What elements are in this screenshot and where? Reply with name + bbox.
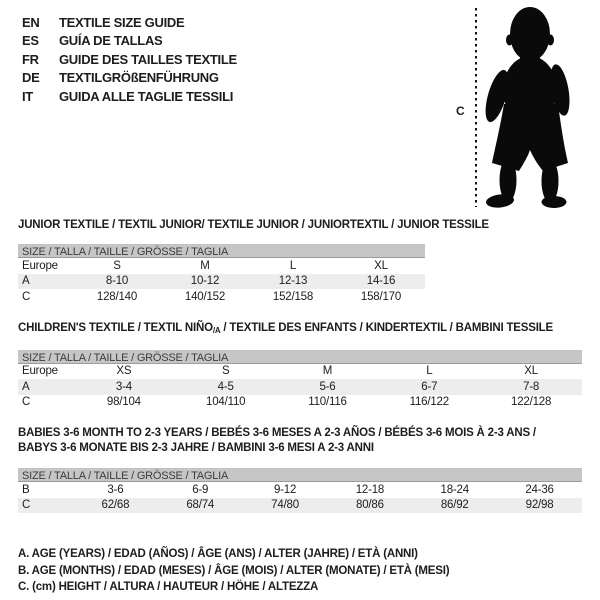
height-cell: 80/86 <box>356 499 384 512</box>
table-row <box>18 379 582 395</box>
row-label: B <box>22 483 30 496</box>
age-cell: 3-6 <box>107 483 124 496</box>
language-code: ES <box>22 33 39 49</box>
junior-table-section <box>18 218 582 305</box>
height-cell: 122/128 <box>511 396 552 409</box>
language-label: TEXTILE SIZE GUIDE <box>59 14 185 30</box>
legend <box>18 546 582 596</box>
size-header-bar: SIZE / TALLA / TAILLE / GRÖSSE / TAGLIA <box>18 350 582 364</box>
language-label: GUIDE DES TAILLES TEXTILE <box>59 51 237 67</box>
height-cell: 128/140 <box>96 290 138 303</box>
language-row-en <box>22 13 237 32</box>
height-cell: 74/80 <box>271 499 299 512</box>
size-cell: L <box>426 365 433 378</box>
language-row-fr <box>22 50 237 69</box>
language-row-it <box>22 87 237 106</box>
height-cell: 152/158 <box>272 290 314 303</box>
language-label: TEXTILGRÖßENFÜHRUNG <box>59 70 219 86</box>
language-code: EN <box>22 14 40 30</box>
size-cell: S <box>221 365 230 378</box>
height-cell: 110/116 <box>308 396 347 409</box>
age-cell: 10-12 <box>190 275 220 288</box>
row-label: C <box>22 290 31 303</box>
babies-table-title <box>18 426 582 456</box>
children-table-title: CHILDREN'S TEXTILE / TEXTIL $NIÑO_{/A}$ / TEXTILE DES ENFANTS / KINDERTEXTIL / BAMBINI TESSILE <box>18 321 553 335</box>
age-cell: 9-12 <box>273 483 297 496</box>
height-cell: 68/74 <box>186 499 215 512</box>
row-label: A <box>22 380 30 393</box>
legend-line-b: B. AGE (MONTHS) / EDAD (MESES) / ÂGE (MOIS) / ALTER (MONATE) / ETÀ (MESI) <box>18 564 450 577</box>
age-cell: 24-36 <box>525 483 554 496</box>
language-code: IT <box>22 88 33 104</box>
row-label: C <box>22 499 31 512</box>
height-cell: 86/92 <box>440 499 469 512</box>
age-cell: 18-24 <box>440 483 469 496</box>
babies-table <box>18 468 582 513</box>
babies-table-section <box>18 426 582 513</box>
height-dimension-label: C <box>456 104 465 118</box>
table-row <box>18 258 425 274</box>
age-cell: 4-5 <box>217 380 234 393</box>
children-table <box>18 350 582 411</box>
language-label: GUIDA ALLE TAGLIE TESSILI <box>59 88 234 104</box>
table-row <box>18 289 425 305</box>
height-cell: 140/152 <box>184 290 226 303</box>
age-cell: 14-16 <box>366 275 396 288</box>
height-cell: 98/104 <box>106 396 141 409</box>
table-row <box>18 482 582 498</box>
size-cell: XS <box>116 365 132 378</box>
size-header-bar: SIZE / TALLA / TAILLE / GRÖSSE / TAGLIA <box>18 244 425 258</box>
height-cell: 104/110 <box>206 396 246 409</box>
junior-table <box>18 244 425 305</box>
table-row <box>18 274 425 290</box>
language-list <box>22 13 237 106</box>
language-row-de <box>22 69 237 88</box>
size-cell: M <box>200 259 210 272</box>
age-cell: 6-9 <box>192 483 209 496</box>
age-cell: 7-8 <box>523 380 540 393</box>
row-label: A <box>22 275 30 288</box>
table-row <box>18 364 582 380</box>
height-cell: 116/122 <box>409 396 449 409</box>
age-cell: 5-6 <box>319 380 336 393</box>
age-cell: 8-10 <box>105 275 129 288</box>
age-cell: 6-7 <box>421 380 438 393</box>
legend-line-c: C. (cm) HEIGHT / ALTURA / HAUTEUR / HÖHE / ALTEZZA <box>18 581 319 593</box>
size-cell: S <box>113 259 121 272</box>
age-cell: 12-18 <box>355 483 385 496</box>
language-code: FR <box>22 51 39 67</box>
babies-title-line1: BABIES 3-6 MONTH TO 2-3 YEARS / BEBÉS 3-6 MESES A 2-3 AÑOS / BÉBÉS 3-6 MOIS À 2-3 ANS / <box>18 427 536 439</box>
row-label: C <box>22 396 31 409</box>
table-row <box>18 395 582 411</box>
language-code: DE <box>22 70 40 86</box>
size-cell: XL <box>524 365 538 378</box>
row-label: Europe <box>22 365 58 378</box>
height-cell: 92/98 <box>525 499 554 512</box>
age-cell: 3-4 <box>115 380 132 393</box>
size-tables <box>18 218 582 596</box>
table-row <box>18 498 582 514</box>
junior-table-title: JUNIOR TEXTILE / TEXTIL JUNIOR/ TEXTILE JUNIOR / JUNIORTEXTIL / JUNIOR TESSILE <box>18 219 489 231</box>
size-cell: M <box>322 365 333 378</box>
age-cell: 12-13 <box>278 275 308 288</box>
size-cell: L <box>289 259 297 272</box>
babies-title-line2: BABYS 3-6 MONATE BIS 2-3 JAHRE / BAMBINI 3-6 MESI A 2-3 ANNI <box>18 442 374 454</box>
row-label: Europe <box>22 259 58 272</box>
size-header-bar: SIZE / TALLA / TAILLE / GRÖSSE / TAGLIA <box>18 468 582 482</box>
children-table-section <box>18 321 582 411</box>
baby-silhouette-icon <box>450 0 600 215</box>
language-row-es <box>22 32 237 51</box>
legend-line-a: A. AGE (YEARS) / EDAD (AÑOS) / ÂGE (ANS) / ALTER (JAHRE) / ETÀ (ANNI) <box>18 548 418 560</box>
language-label: GUÍA DE TALLAS <box>59 33 163 49</box>
height-cell: 158/170 <box>360 290 402 303</box>
height-cell: 62/68 <box>101 499 130 512</box>
height-measure-figure <box>450 0 600 215</box>
size-cell: XL <box>374 259 388 272</box>
